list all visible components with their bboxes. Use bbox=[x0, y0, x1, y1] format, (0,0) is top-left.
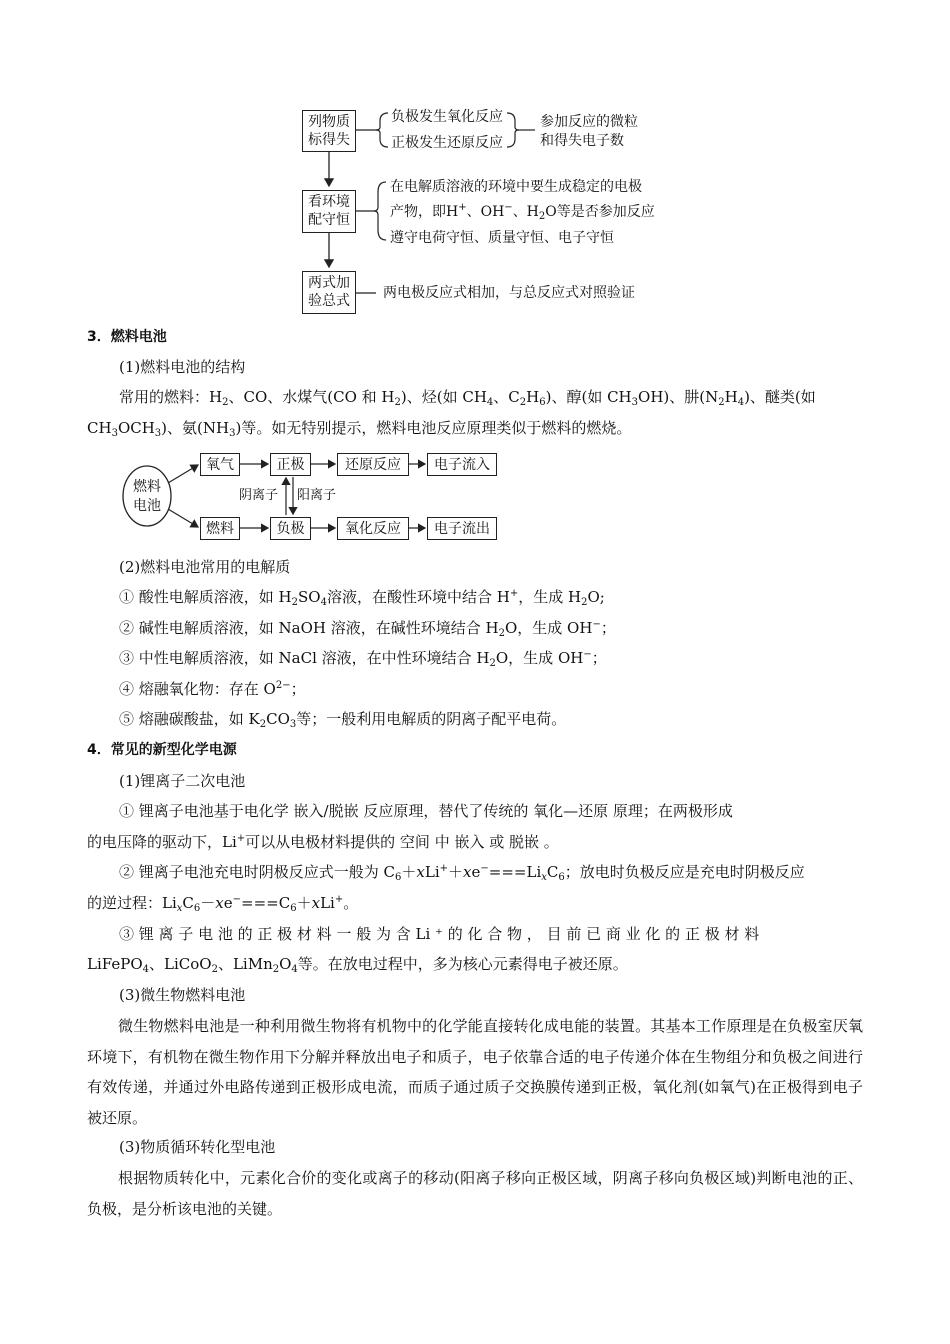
box-oxidation: 氧化反应 bbox=[337, 517, 409, 540]
step1-item-cathode: 正极发生还原反应 bbox=[391, 135, 503, 151]
fuels-line1: 常用的燃料：$H_2$、CO、水煤气(CO 和 $H_2$)、烃(如 $CH_4$、$C_2H_6$)、醇(如 $CH_3OH$)、肼$(N_2H_4)$、醚类(如 bbox=[119, 388, 816, 408]
electrolyte-item-oxide: ④ 熔融氧化物：存在 $O^{2-}$； bbox=[119, 680, 306, 698]
step2-item-3: 遵守电荷守恒、质量守恒、电子守恒 bbox=[390, 230, 614, 246]
li-para3-line1: ③ 锂 离 子 电 池 的 正 极 材 料 一 般 为 含 Li ⁺ 的 化 合 物 ， 目 前 已 商 业 化 的 正 极 材 料 bbox=[119, 925, 760, 943]
step1-label: 列物质 标得失 bbox=[308, 114, 350, 148]
fuels-line2: $CH_3OCH_3$)、氨$(NH_3)$等。如无特别提示，燃料电池反应原理类似于燃料的燃烧。 bbox=[87, 419, 632, 439]
step1-item-anode: 负极发生氧化反应 bbox=[391, 109, 503, 125]
li-para2-line1: ② 锂离子电池充电时阴极反应式一般为 $C_6+xLi^++xe^-===Li_xC_6$；放电时负极反应是充电时阴极反应 bbox=[119, 863, 805, 883]
box-positive-electrode: 正极 bbox=[270, 453, 311, 476]
microbial-fuel-cell-paragraph: 微生物燃料电池是一种利用微生物将有机物中的化学能直接转化成电能的装置。其基本工作原理是在负极室厌氧环境下，有机物在微生物作用下分解并释放出电子和质子，电子依靠合适的电子传递介体在生物组分和负极之间进行有效传递，并通过外电路传递到正极形成电流，而质子通过质子交换膜传递到正极，氧化剂(如氧气)在正极得到电子被还原。 bbox=[87, 1017, 863, 1127]
box-reduction: 还原反应 bbox=[337, 453, 409, 476]
li-para1-line1: ① 锂离子电池基于电化学 嵌入/脱嵌 反应原理，替代了传统的 氧化—还原 原理；在两极形成 bbox=[119, 802, 733, 820]
li-para3-line2: LiFePO$_4$、LiCoO$_2$、$LiMn_2O_4$等。在放电过程中，多为核心元素得电子被还原。 bbox=[87, 955, 628, 975]
li-para2-line2: 的逆过程：$Li_xC_6-xe^-===C_6+xLi^+$。 bbox=[87, 894, 359, 914]
section4-sub1: (1)锂离子二次电池 bbox=[119, 772, 246, 790]
step2-item-2: 产物，即H+、OH−、$H_2O$等是否参加反应 bbox=[390, 202, 655, 222]
step3-text: 两电极反应式相加，与总反应式对照验证 bbox=[383, 285, 635, 301]
step1-result: 参加反应的微粒 和得失电子数 bbox=[540, 114, 638, 149]
section3-sub2: (2)燃料电池常用的电解质 bbox=[119, 558, 291, 576]
box-oxygen: 氧气 bbox=[200, 453, 240, 476]
box-electron-in: 电子流入 bbox=[427, 453, 497, 476]
electrolyte-item-base: ② 碱性电解质溶液，如 NaOH 溶液，在碱性环境结合 $H_2O$，生成 OH−； bbox=[119, 619, 616, 639]
material-cycle-paragraph: 根据物质转化中，元素化合价的变化或离子的移动(阳离子移向正极区域，阴离子移向负极区域)判断电池的正、负极，是分析该电池的关键。 bbox=[87, 1169, 863, 1218]
step2-item-1: 在电解质溶液的环境中要生成稳定的电极 bbox=[390, 179, 642, 195]
step2-label: 看环境 配守恒 bbox=[308, 194, 350, 228]
fuel-cell-center: 燃料 电池 bbox=[133, 479, 161, 514]
section4-heading: 4．常见的新型化学电源 bbox=[87, 742, 237, 758]
anion-label: 阴离子 bbox=[239, 488, 279, 503]
section4-sub2: (3)微生物燃料电池 bbox=[119, 986, 246, 1004]
section3-sub1: (1)燃料电池的结构 bbox=[119, 358, 246, 376]
section4-sub3: (3)物质循环转化型电池 bbox=[119, 1138, 276, 1156]
diagram2-connectors bbox=[0, 0, 950, 560]
cation-label: 阳离子 bbox=[297, 488, 337, 503]
step3-label: 两式加 验总式 bbox=[308, 275, 350, 309]
box-electron-out: 电子流出 bbox=[427, 517, 497, 540]
electrolyte-item-neutral: ③ 中性电解质溶液，如 NaCl 溶液，在中性环境结合 $H_2O$，生成 OH−； bbox=[119, 649, 607, 669]
electrolyte-item-carbonate: ⑤ 熔融碳酸盐，如 $K_2CO_3$等；一般利用电解质的阴离子配平电荷。 bbox=[119, 710, 567, 730]
electrolyte-item-acid: ① 酸性电解质溶液，如 $H_2SO_4$溶液，在酸性环境中结合 H+，生成 $H_2O$; bbox=[119, 588, 605, 608]
section3-heading: 3．燃料电池 bbox=[87, 329, 167, 345]
li-para1-line2: 的电压降的驱动下，Li+可以从电极材料提供的 空间 中 嵌入 或 脱嵌 。 bbox=[87, 833, 559, 851]
box-negative-electrode: 负极 bbox=[270, 517, 311, 540]
box-fuel: 燃料 bbox=[200, 517, 240, 540]
